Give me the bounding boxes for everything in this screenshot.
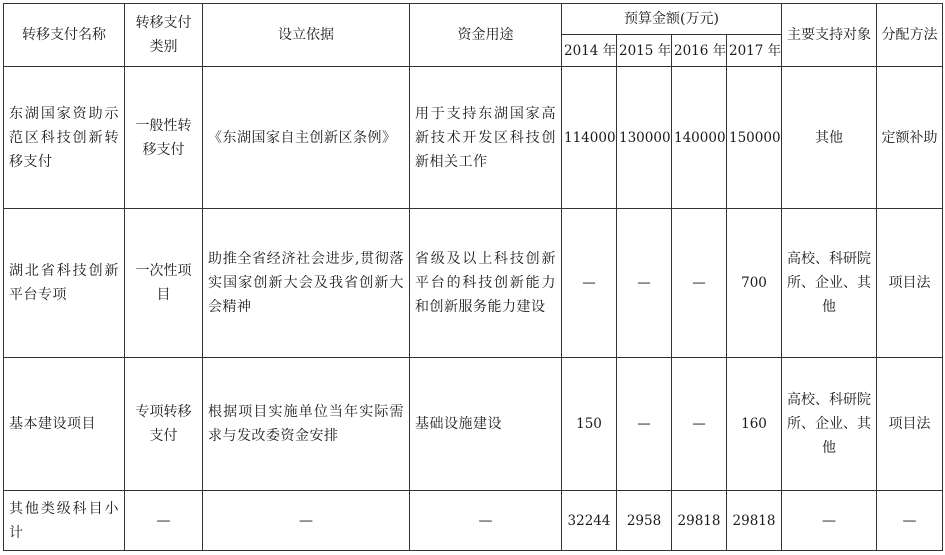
row-method: 项目法: [877, 209, 943, 358]
row-target: 高校、科研院所、企业、其他: [782, 358, 877, 491]
row-value-2014: —: [562, 209, 617, 358]
row-basis: —: [203, 491, 410, 551]
header-target: 主要支持对象: [782, 4, 877, 67]
header-year-2017: 2017 年: [727, 35, 782, 67]
table-row: [4, 209, 943, 358]
row-value-2016: 140000: [672, 67, 727, 209]
header-usage: 资金用途: [410, 4, 562, 67]
row-usage: 用于支持东湖国家高新技术开发区科技创新相关工作: [410, 67, 562, 209]
row-value-2017: 150000: [727, 67, 782, 209]
row-basis: 根据项目实施单位当年实际需求与发改委资金安排: [203, 358, 410, 491]
row-method: 项目法: [877, 358, 943, 491]
row-value-2014: 32244: [562, 491, 617, 551]
table-row: [4, 491, 943, 551]
row-value-2014: 114000: [562, 67, 617, 209]
header-basis: 设立依据: [203, 4, 410, 67]
row-value-2015: 2958: [617, 491, 672, 551]
row-name: 东湖国家资助示范区科技创新转移支付: [4, 67, 125, 209]
table-row: [4, 358, 943, 491]
row-category: 一次性项目: [125, 209, 203, 358]
header-category: 转移支付类别: [125, 4, 203, 67]
header-year-2016: 2016 年: [672, 35, 727, 67]
header-budget: 预算金额(万元): [562, 4, 782, 35]
row-basis: 《东湖国家自主创新区条例》: [203, 67, 410, 209]
row-target: —: [782, 491, 877, 551]
header-year-2014: 2014 年: [562, 35, 617, 67]
row-category: —: [125, 491, 203, 551]
budget-table: [3, 3, 943, 551]
header-row-1: [4, 4, 943, 35]
row-value-2015: —: [617, 358, 672, 491]
row-usage: 基础设施建设: [410, 358, 562, 491]
header-year-2015: 2015 年: [617, 35, 672, 67]
row-name: 湖北省科技创新平台专项: [4, 209, 125, 358]
row-target: 高校、科研院所、企业、其他: [782, 209, 877, 358]
header-method: 分配方法: [877, 4, 943, 67]
row-basis: 助推全省经济社会进步,贯彻落实国家创新大会及我省创新大会精神: [203, 209, 410, 358]
row-target: 其他: [782, 67, 877, 209]
row-value-2017: 700: [727, 209, 782, 358]
row-name: 基本建设项目: [4, 358, 125, 491]
row-method: —: [877, 491, 943, 551]
row-usage: 省级及以上科技创新平台的科技创新能力和创新服务能力建设: [410, 209, 562, 358]
row-value-2017: 29818: [727, 491, 782, 551]
row-value-2017: 160: [727, 358, 782, 491]
row-value-2016: 29818: [672, 491, 727, 551]
row-category: 一般性转移支付: [125, 67, 203, 209]
row-value-2016: —: [672, 358, 727, 491]
table-row: [4, 67, 943, 209]
row-method: 定额补助: [877, 67, 943, 209]
row-usage: —: [410, 491, 562, 551]
header-name: 转移支付名称: [4, 4, 125, 67]
row-value-2015: —: [617, 209, 672, 358]
row-value-2014: 150: [562, 358, 617, 491]
row-name: 其他类级科目小计: [4, 491, 125, 551]
row-category: 专项转移支付: [125, 358, 203, 491]
row-value-2015: 130000: [617, 67, 672, 209]
row-value-2016: —: [672, 209, 727, 358]
